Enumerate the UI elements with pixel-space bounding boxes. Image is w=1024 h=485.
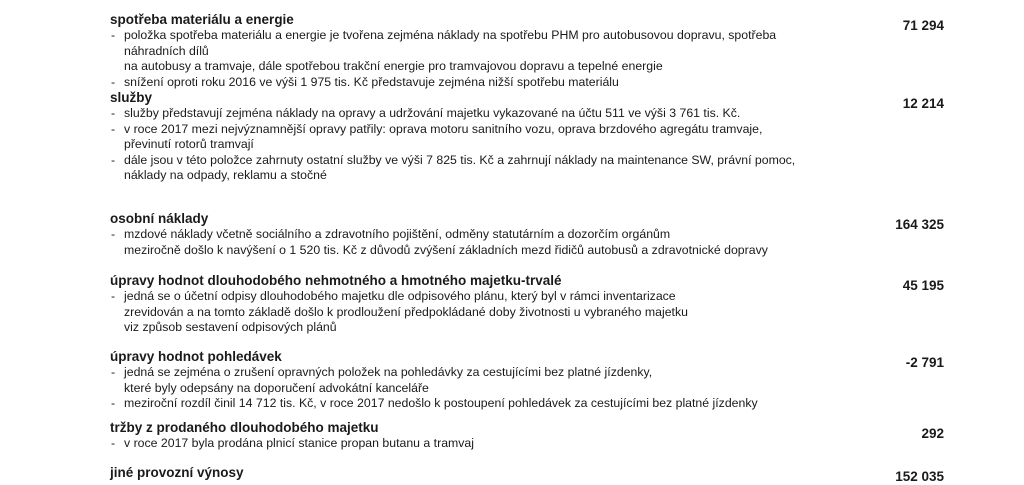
section-heading: spotřeba materiálu a energie: [110, 12, 294, 27]
bullet-item: - v roce 2017 mezi nejvýznamnější opravy patřily: oprava motoru sanitního vozu, oprava brzdového agregátu tramvaje, převinutí rotorů tramvají: [110, 122, 830, 153]
section-amount: 71 294: [902, 18, 944, 33]
section-amount: 152 035: [895, 469, 944, 484]
section-amount: 292: [921, 426, 944, 441]
section-amount: 12 214: [902, 96, 944, 111]
section-heading: jiné provozní výnosy: [110, 465, 244, 480]
bullet-item: - snížení oproti roku 2016 ve výši 1 975 tis. Kč představuje zejména nižší spotřebu materiálu: [110, 75, 830, 91]
section-heading: tržby z prodaného dlouhodobého majetku: [110, 420, 379, 435]
section-amount: 164 325: [895, 217, 944, 232]
bullet-item: - jedná se zejména o zrušení opravných položek na pohledávky za cestujícími bez platné jízdenky, které byly odepsány na doporučení advokátní kanceláře: [110, 365, 830, 396]
bullet-list: [110, 289, 830, 336]
bullet-list: [110, 28, 830, 90]
section-heading: úpravy hodnot pohledávek: [110, 349, 282, 364]
bullet-item: - položka spotřeba materiálu a energie je tvořena zejména náklady na spotřebu PHM pro autobusovou dopravu, spotřeba náhradních dílů na autobusy a tramvaje, dále spotřebou trakční energie pro tramvajovou dopravu a tepelné energie: [110, 28, 830, 75]
bullet-list: [110, 227, 830, 258]
bullet-item: - mzdové náklady včetně sociálního a zdravotního pojištění, odměny statutárním a dozorčím orgánům meziročně došlo k navýšení o 1 520 tis. Kč z důvodů zvýšení základních mezd řidičů autobusů a zdravotnické dopravy: [110, 227, 830, 258]
bullet-item: - v roce 2017 byla prodána plnicí stanice propan butanu a tramvaj: [110, 436, 830, 452]
section-heading: osobní náklady: [110, 211, 209, 226]
bullet-item: - služby představují zejména náklady na opravy a udržování majetku vykazované na účtu 511 ve výši 3 761 tis. Kč.: [110, 106, 830, 122]
section-amount: 45 195: [902, 278, 944, 293]
section-heading: úpravy hodnot dlouhodobého nehmotného a hmotného majetku-trvalé: [110, 273, 562, 288]
bullet-list: [110, 436, 830, 452]
bullet-item: - dále jsou v této položce zahrnuty ostatní služby ve výši 7 825 tis. Kč a zahrnují náklady na maintenance SW, právní pomoc, náklady na odpady, reklamu a stočné: [110, 153, 830, 184]
bullet-list: [110, 106, 830, 184]
bullet-list: [110, 365, 830, 412]
bullet-item: - meziroční rozdíl činil 14 712 tis. Kč, v roce 2017 nedošlo k postoupení pohledávek za cestujícími bez platné jízdenky: [110, 396, 830, 412]
section-amount: -2 791: [905, 355, 944, 370]
section-heading: služby: [110, 90, 153, 105]
bullet-item: - jedná se o účetní odpisy dlouhodobého majetku dle odpisového plánu, který byl v rámci inventarizace zrevidován a na tomto základě došlo k prodloužení předpokládané doby životnosti u vybraného majetku viz způsob sestavení odpisových plánů: [110, 289, 830, 336]
